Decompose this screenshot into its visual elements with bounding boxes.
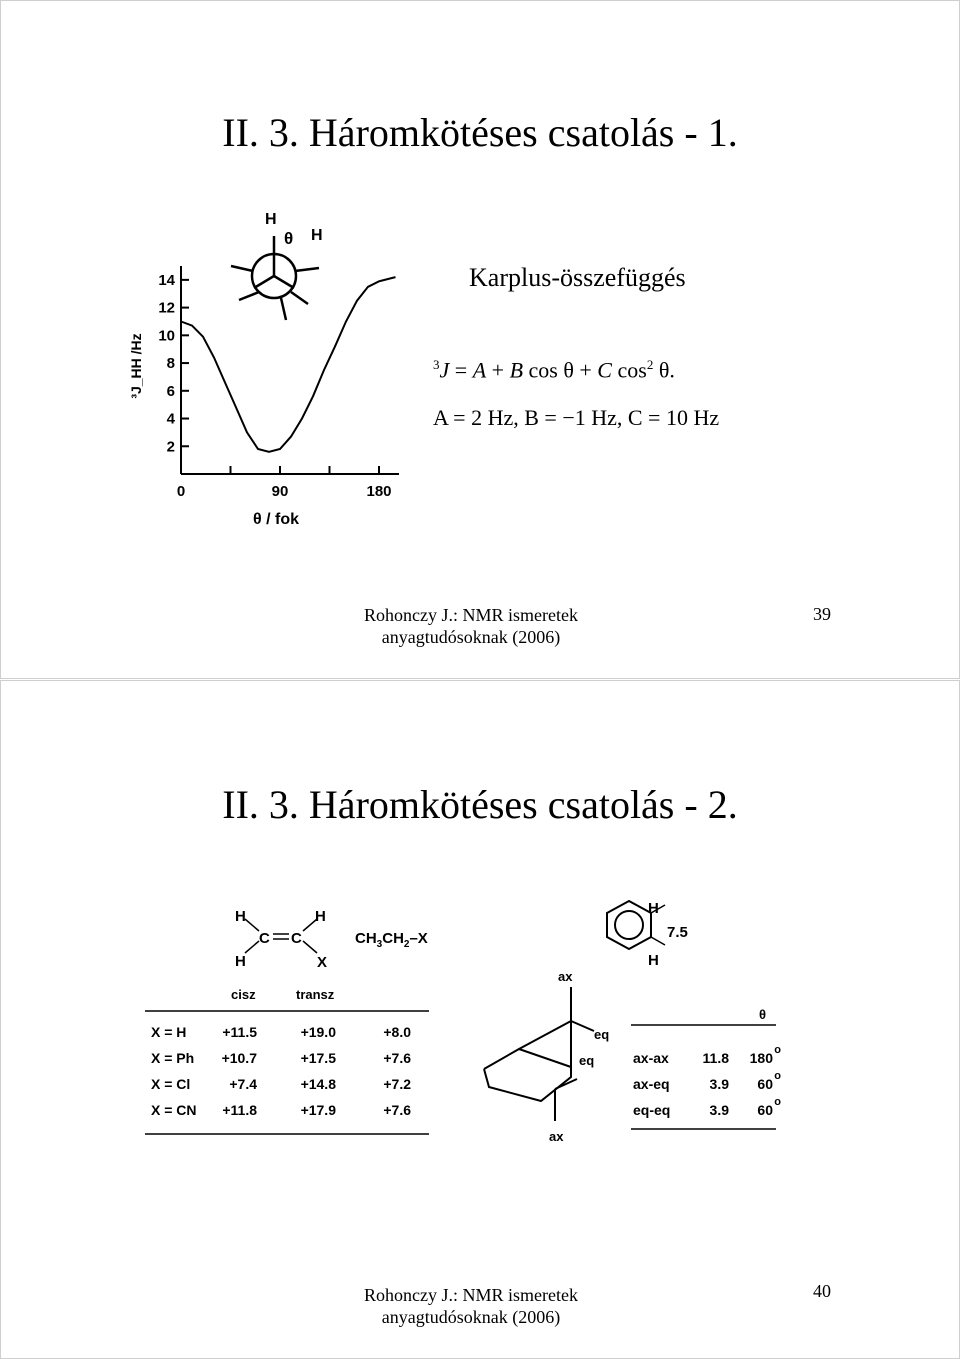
y-tick-label: 6: [166, 382, 175, 400]
table1-cell: X = Cl: [151, 1076, 191, 1092]
y-tick-label: 14: [158, 271, 175, 289]
formula-tail: θ.: [653, 357, 675, 383]
table1-cell: +17.9: [300, 1102, 336, 1118]
benzene-h-top: H: [648, 900, 659, 917]
formula-cos1: cos θ +: [523, 357, 598, 383]
karplus-params: A = 2 Hz, B = −1 Hz, C = 10 Hz: [433, 405, 720, 430]
table1-rows: [151, 1024, 411, 1118]
header-cisz: cisz: [231, 987, 256, 1002]
theta-header: θ: [759, 1007, 767, 1022]
footer-course: anyagtudósoknak (2006): [381, 627, 561, 647]
chair-eq-1: eq: [594, 1027, 610, 1042]
alkene-h2: H: [315, 908, 326, 925]
table2-cell: o: [774, 1044, 781, 1056]
footer: [1, 1284, 941, 1328]
y-ticks: [158, 272, 189, 455]
table1-cell: +7.4: [229, 1076, 257, 1092]
table2-rows: [633, 1044, 781, 1118]
table2-cell: 11.8: [702, 1050, 729, 1066]
table2-cell: o: [774, 1070, 781, 1082]
ethyl-x-formula: [355, 930, 428, 950]
formula-superscript: 3: [433, 357, 440, 372]
newman-h-top: H: [265, 211, 277, 228]
x-tick-label: 90: [271, 483, 289, 500]
alkene-h3: H: [235, 953, 246, 970]
ethyl-x: –X: [409, 930, 428, 947]
table2-cell: 180: [749, 1050, 773, 1066]
alkene-x: X: [317, 954, 328, 971]
benzene-structure: [607, 900, 688, 969]
formula-j: J: [439, 357, 450, 383]
table2-cell: 3.9: [709, 1076, 729, 1092]
alkene-c2: C: [291, 930, 302, 947]
table1-cell: +11.5: [222, 1024, 257, 1040]
cyclohexane-coupling-table: [631, 1007, 781, 1129]
table1-cell: X = CN: [151, 1102, 197, 1118]
chair-ax-top: ax: [558, 969, 573, 984]
chair-eq-2: eq: [579, 1053, 595, 1068]
page-number: 40: [813, 1281, 831, 1301]
cyclohexane-chair: [484, 969, 609, 1144]
slide-title: II. 3. Háromkötéses csatolás - 1.: [222, 110, 738, 155]
karplus-heading: Karplus-összefüggés: [469, 263, 686, 292]
alkene-structure: [235, 908, 327, 971]
formula-c: C: [597, 357, 612, 383]
alkene-c1: C: [259, 930, 270, 947]
newman-h-right: H: [311, 227, 323, 244]
table2-cell: o: [774, 1096, 781, 1108]
y-tick-label: 2: [166, 438, 175, 456]
benzene-coupling-value: 7.5: [667, 924, 688, 941]
formula-cos2: cos: [611, 357, 647, 383]
x-ticks: [177, 466, 392, 500]
y-tick-label: 10: [158, 327, 175, 345]
chart-axes: [181, 266, 399, 474]
header-transz: transz: [296, 987, 335, 1002]
karplus-chart: [101, 196, 431, 536]
alkene-h1: H: [235, 908, 246, 925]
y-tick-label: 8: [166, 355, 175, 373]
ethyl-sub3: 3: [376, 939, 383, 950]
karplus-formula: [433, 357, 675, 383]
slide-40: [0, 680, 960, 1359]
x-axis-label: θ / fok: [253, 511, 299, 528]
table1-cell: +14.8: [300, 1076, 336, 1092]
table2-cell: 60: [757, 1076, 773, 1092]
formula-plus: +: [486, 357, 510, 383]
y-tick-label: 12: [158, 299, 175, 317]
alkene-coupling-table: [145, 987, 429, 1134]
table1-cell: +19.0: [300, 1024, 336, 1040]
formula-exp: 2: [646, 357, 654, 372]
table1-cell: +7.6: [383, 1102, 411, 1118]
table2-cell: ax-eq: [633, 1076, 670, 1092]
footer: [1, 604, 941, 648]
formula-b: B: [509, 357, 524, 383]
table2-cell: ax-ax: [633, 1050, 669, 1066]
table1-cell: +17.5: [300, 1050, 336, 1066]
slide-title: II. 3. Háromkötéses csatolás - 2.: [222, 782, 738, 827]
footer-author: Rohonczy J.: NMR ismeretek: [364, 1285, 578, 1305]
benzene-h-bottom: H: [648, 952, 659, 969]
x-tick-label: 0: [176, 483, 186, 500]
ethyl-sub2: 2: [403, 939, 410, 950]
y-tick-label: 4: [166, 410, 175, 428]
ethyl-ch: CH: [355, 930, 377, 947]
table1-cell: +11.8: [222, 1102, 257, 1118]
footer-author: Rohonczy J.: NMR ismeretek: [364, 605, 578, 625]
table2-cell: eq-eq: [633, 1102, 671, 1118]
footer-course: anyagtudósoknak (2006): [381, 1307, 561, 1327]
slide-39: [0, 0, 960, 679]
table1-cell: X = Ph: [151, 1050, 195, 1066]
page-number: 39: [813, 604, 831, 624]
chair-ax-bottom: ax: [549, 1129, 564, 1144]
x-tick-label: 180: [366, 483, 392, 500]
y-axis-label: ³J_HH /Hz: [128, 333, 144, 399]
table1-cell: +7.6: [383, 1050, 411, 1066]
formula-a: A: [472, 357, 487, 383]
formula-equals: =: [449, 357, 473, 383]
newman-theta: θ: [284, 229, 294, 248]
table1-cell: +8.0: [383, 1024, 411, 1040]
table1-cell: X = H: [151, 1024, 187, 1040]
table2-cell: 60: [757, 1102, 773, 1118]
ethyl-ch2: CH: [382, 930, 404, 947]
table1-cell: +10.7: [221, 1050, 257, 1066]
table2-cell: 3.9: [709, 1102, 729, 1118]
table1-cell: +7.2: [383, 1076, 411, 1092]
karplus-curve: [181, 277, 396, 452]
coupling-figure: [131, 891, 811, 1181]
newman-projection: [231, 211, 323, 320]
